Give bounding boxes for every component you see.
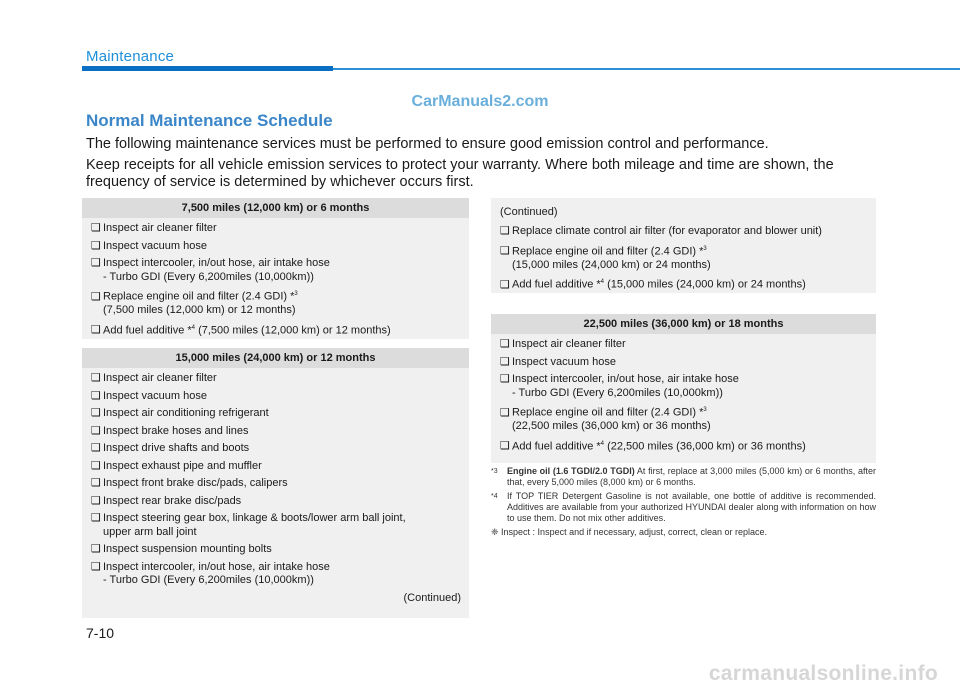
watermark-bottom: carmanualsonline.info [708, 662, 938, 685]
schedule-box-heading: 22,500 miles (36,000 km) or 18 months [491, 314, 876, 334]
footnote-mark: *4 [491, 493, 498, 500]
checkbox-icon: ❑ [500, 245, 510, 258]
checkbox-icon: ❑ [91, 424, 101, 437]
checklist-item-text: Inspect vacuum hose [103, 239, 207, 252]
checklist-item-text: Add fuel additive * [103, 324, 192, 337]
checklist-item [500, 373, 868, 400]
checklist-item-text: Inspect air conditioning refrigerant [103, 407, 269, 419]
checklist-item [91, 240, 461, 254]
checkbox-icon: ❑ [91, 257, 101, 269]
schedule-box-22500 [491, 314, 876, 463]
checklist-item-text: Inspect rear brake disc/pads [103, 494, 242, 507]
intro-paragraph-1: The following maintenance services must be performed to ensure good emission control and performance. [86, 136, 769, 152]
footnote-text: At first, replace at 3,000 miles (5,000 km) or 6 months, after that, every 5,000 miles (8,000 km) or 6 months. [507, 466, 876, 487]
schedule-box-15000 [82, 348, 469, 618]
schedule-item-list [82, 218, 469, 346]
checklist-item-text: Inspect intercooler, in/out hose, air intake hose [103, 560, 330, 573]
checklist-item-text: Inspect vacuum hose [512, 355, 616, 368]
footnote-ref: 3 [294, 291, 298, 297]
checklist-item [500, 404, 868, 434]
checklist-item [500, 243, 868, 273]
checklist-item [500, 438, 868, 454]
checklist-item-detail: upper arm ball joint [103, 525, 197, 538]
checklist-item-detail: - Turbo GDI (Every 6,200miles (10,000km)) [512, 386, 723, 399]
checklist-item [91, 442, 461, 456]
checklist-item-text: Replace engine oil and filter (2.4 GDI) * [103, 290, 295, 303]
checklist-item-text: Inspect vacuum hose [103, 389, 207, 402]
checklist-item-text: Inspect exhaust pipe and muffler [103, 459, 262, 472]
checklist-item-text: Inspect intercooler, in/out hose, air intake hose [103, 257, 330, 269]
checkbox-icon: ❑ [91, 324, 101, 337]
checkbox-icon: ❑ [500, 355, 510, 368]
checklist-item [500, 356, 868, 370]
checklist-item [91, 222, 461, 236]
footnote-mark: *3 [491, 468, 498, 475]
checklist-item-interval: (7,500 miles (12,000 km) or 12 months) [195, 324, 391, 337]
checklist-item [91, 460, 461, 474]
checklist-item [91, 543, 461, 557]
checklist-item-text: Inspect intercooler, in/out hose, air intake hose [512, 373, 739, 385]
inspect-note: ❈ Inspect : Inspect and if necessary, adjust, correct, clean or replace. [491, 527, 768, 537]
checkbox-icon: ❑ [91, 494, 101, 507]
checklist-item [500, 276, 868, 292]
checklist-item [91, 257, 461, 284]
schedule-items [500, 225, 868, 292]
checklist-item-text: Add fuel additive * [512, 278, 601, 291]
checkbox-icon: ❑ [500, 373, 510, 385]
checklist-item [91, 407, 461, 421]
checklist-item-text: Inspect suspension mounting bolts [103, 543, 272, 555]
schedule-item-list [491, 334, 876, 462]
checkbox-icon: ❑ [91, 512, 101, 524]
checkbox-icon: ❑ [500, 278, 510, 291]
checkbox-icon: ❑ [91, 389, 101, 402]
footnote-text: If TOP TIER Detergent Gasoline is not available, one bottle of additive is recommended. Additives are available from your authorized HYUNDAI dealer along with information on how to use them. Do not mix other additives. [507, 491, 876, 523]
checklist-item-text: Inspect air cleaner filter [103, 222, 217, 234]
checklist-item [91, 495, 461, 509]
footnote-ref: 4 [600, 440, 605, 447]
checkbox-icon: ❑ [91, 459, 101, 472]
checkbox-icon: ❑ [91, 442, 101, 454]
checkbox-icon: ❑ [91, 560, 101, 573]
footnote-bold: Engine oil (1.6 TGDI/2.0 TGDI) [507, 466, 635, 476]
footnote-ref: 4 [600, 279, 605, 286]
checkbox-icon: ❑ [91, 222, 101, 234]
checklist-item-text: Inspect steering gear box, linkage & boots/lower arm ball joint, [103, 512, 406, 524]
checklist-item [91, 288, 461, 318]
checkbox-icon: ❑ [91, 407, 101, 419]
continued-label: (Continued) [500, 206, 558, 218]
checkbox-icon: ❑ [91, 239, 101, 252]
watermark-top: CarManuals2.com [411, 93, 549, 110]
checklist-item-interval: (22,500 miles (36,000 km) or 36 months) [604, 440, 806, 453]
checkbox-icon: ❑ [500, 406, 510, 419]
footnote-ref: 3 [703, 407, 707, 413]
checkbox-icon: ❑ [500, 440, 510, 453]
checkbox-icon: ❑ [91, 543, 101, 555]
schedule-item-list [82, 368, 469, 609]
checklist-item-detail: (15,000 miles (24,000 km) or 24 months) [512, 258, 711, 271]
checkbox-icon: ❑ [500, 338, 510, 350]
checkbox-icon: ❑ [91, 372, 101, 384]
schedule-items [91, 372, 461, 588]
schedule-box-heading: 15,000 miles (24,000 km) or 12 months [82, 348, 469, 368]
header-rule-dark [82, 66, 333, 71]
checklist-item [91, 561, 461, 588]
checkbox-icon: ❑ [91, 477, 101, 489]
checklist-item [91, 390, 461, 404]
checklist-item-text: Replace engine oil and filter (2.4 GDI) * [512, 406, 704, 419]
checklist-item-text: Replace engine oil and filter (2.4 GDI) * [512, 245, 704, 258]
checklist-item [91, 425, 461, 439]
schedule-box-heading: 7,500 miles (12,000 km) or 6 months [82, 198, 469, 218]
checklist-item [91, 322, 461, 338]
page-number: 7-10 [86, 625, 115, 641]
checklist-item-text: Inspect air cleaner filter [103, 372, 217, 384]
checklist-item [91, 372, 461, 386]
footnote-ref: 4 [191, 324, 196, 331]
checklist-item-interval: (15,000 miles (24,000 km) or 24 months) [604, 278, 806, 291]
checkbox-icon: ❑ [500, 225, 510, 237]
footnote-3 [491, 466, 876, 488]
footnote-4 [491, 491, 876, 524]
checklist-item-detail: (22,500 miles (36,000 km) or 36 months) [512, 420, 711, 433]
continued-label: (Continued) [403, 591, 461, 604]
checklist-item-detail: - Turbo GDI (Every 6,200miles (10,000km)) [103, 270, 314, 283]
checklist-item-text: Inspect drive shafts and boots [103, 442, 250, 454]
checklist-item-text: Replace climate control air filter (for evaporator and blower unit) [512, 225, 822, 237]
checklist-item-text: Inspect brake hoses and lines [103, 424, 249, 437]
section-title: Normal Maintenance Schedule [86, 111, 333, 130]
footnotes [491, 466, 876, 541]
checklist-item [500, 338, 868, 352]
header-rule-light [333, 68, 960, 70]
header-title: Maintenance [86, 48, 175, 65]
footnote-ref: 3 [703, 245, 707, 252]
checklist-item [500, 225, 868, 239]
checklist-item-detail: - Turbo GDI (Every 6,200miles (10,000km)) [103, 574, 314, 586]
checklist-item-text: Add fuel additive * [512, 440, 601, 453]
checklist-item-detail: (7,500 miles (12,000 km) or 12 months) [103, 304, 296, 317]
checklist-item [91, 512, 461, 539]
schedule-box-7500 [82, 198, 469, 339]
schedule-box-15000-continued [491, 198, 876, 293]
checklist-item-text: Inspect air cleaner filter [512, 338, 626, 350]
checkbox-icon: ❑ [91, 290, 101, 303]
checklist-item [91, 477, 461, 491]
checklist-item-text: Inspect front brake disc/pads, calipers [103, 477, 288, 489]
intro-paragraph-2: Keep receipts for all vehicle emission services to protect your warranty. Where both mileage and time are shown, the frequency of service is determined by whichever occurs first. [86, 157, 834, 190]
